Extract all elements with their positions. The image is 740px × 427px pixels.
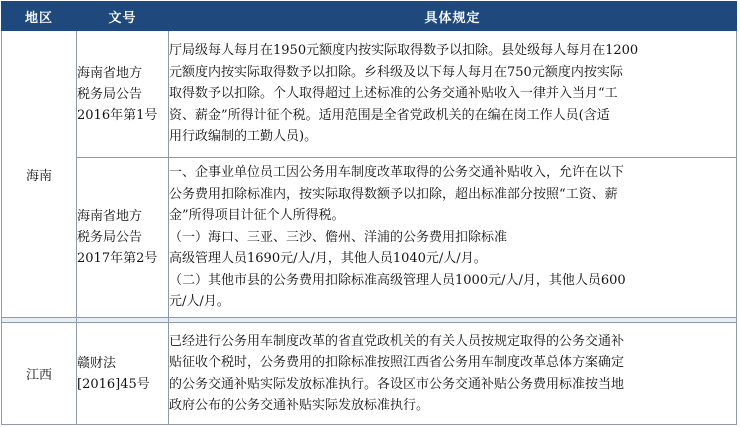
header-rule: 具体规定 [169,2,737,31]
rule-line: （一）海口、三亚、三沙、儋州、洋浦的公务费用扣除标准 [169,229,508,245]
header-row [2,2,737,31]
doc-no-cell [77,323,169,425]
rule-cell [169,323,737,425]
rule-line: 高级管理人员1690元/人/月，其他人员1040元/人/月。 [169,251,487,267]
header-region: 地区 [2,2,77,31]
policy-table [1,1,737,425]
rule-cell [169,31,737,158]
rule-line: 已经进行公务用车制度改革的省直党政机关的有关人员按规定取得的公务交通补 [169,333,625,349]
rule-line: 贴征收个税时，公务费用的扣除标准按照江西省公务用车制度改革总体方案确定 [169,355,625,370]
doc-no-line: 海南省地方 [77,65,143,81]
rule-line: 政府公布的公务交通补贴实际发放标准执行。 [169,398,430,413]
rule-cell [169,158,737,318]
doc-no-cell [77,158,169,318]
rule-line: 的公务交通补贴实际发放标准执行。各设区市公务交通补贴公务费用标准按当地 [169,376,625,392]
doc-no-cell [77,31,169,158]
doc-no-line: 税务局公告 [77,230,143,245]
rule-line: 厅局级每人每月在1950元额度内按实际取得数予以扣除。县处级每人每月在1200 [169,43,639,59]
rule-line: 一、企事业单位员工因公务用车制度改革取得的公务交通补贴收入，允许在以下 [169,165,625,181]
region-cell-hainan: 海南 [2,31,77,318]
rule-line: 金”所得项目计征个人所得税。 [169,208,345,224]
table-row-hainan-2016 [2,31,737,158]
doc-no-line: [2016]45号 [77,376,150,392]
rule-line: 用行政编制的工勤人员)。 [169,129,318,145]
header-doc-no: 文号 [77,2,169,31]
rule-line: 元/人/月。 [169,294,230,310]
rule-line: （二）其他市县的公务费用扣除标准高级管理人员1000元/人/月，其他人员600 [169,272,626,288]
doc-no-line: 2016年第1号 [77,107,158,123]
rule-line: 取得数予以扣除。个人取得超过上述标准的公务交通补贴收入一律并入当月“工 [169,86,618,102]
table-row-hainan-2017 [2,158,737,318]
doc-no-line: 2017年第2号 [77,251,158,266]
doc-no-line: 赣财法 [77,355,117,371]
rule-line: 元额度内按实际取得数予以扣除。乡科级及以下每人每月在750元额度内按实际 [169,64,623,80]
doc-no-line: 海南省地方 [77,209,143,224]
rule-line: 公务费用扣除标准内，按实际取得数额予以扣除，超出标准部分按照“工资、薪 [169,186,618,202]
doc-no-line: 税务局公告 [77,86,143,102]
rule-line: 资、薪金”所得计征个税。适用范围是全省党政机关的在编在岗工作人员(含适 [169,107,610,123]
region-cell-jiangxi: 江西 [2,323,77,425]
table-row-jiangxi [2,323,737,425]
